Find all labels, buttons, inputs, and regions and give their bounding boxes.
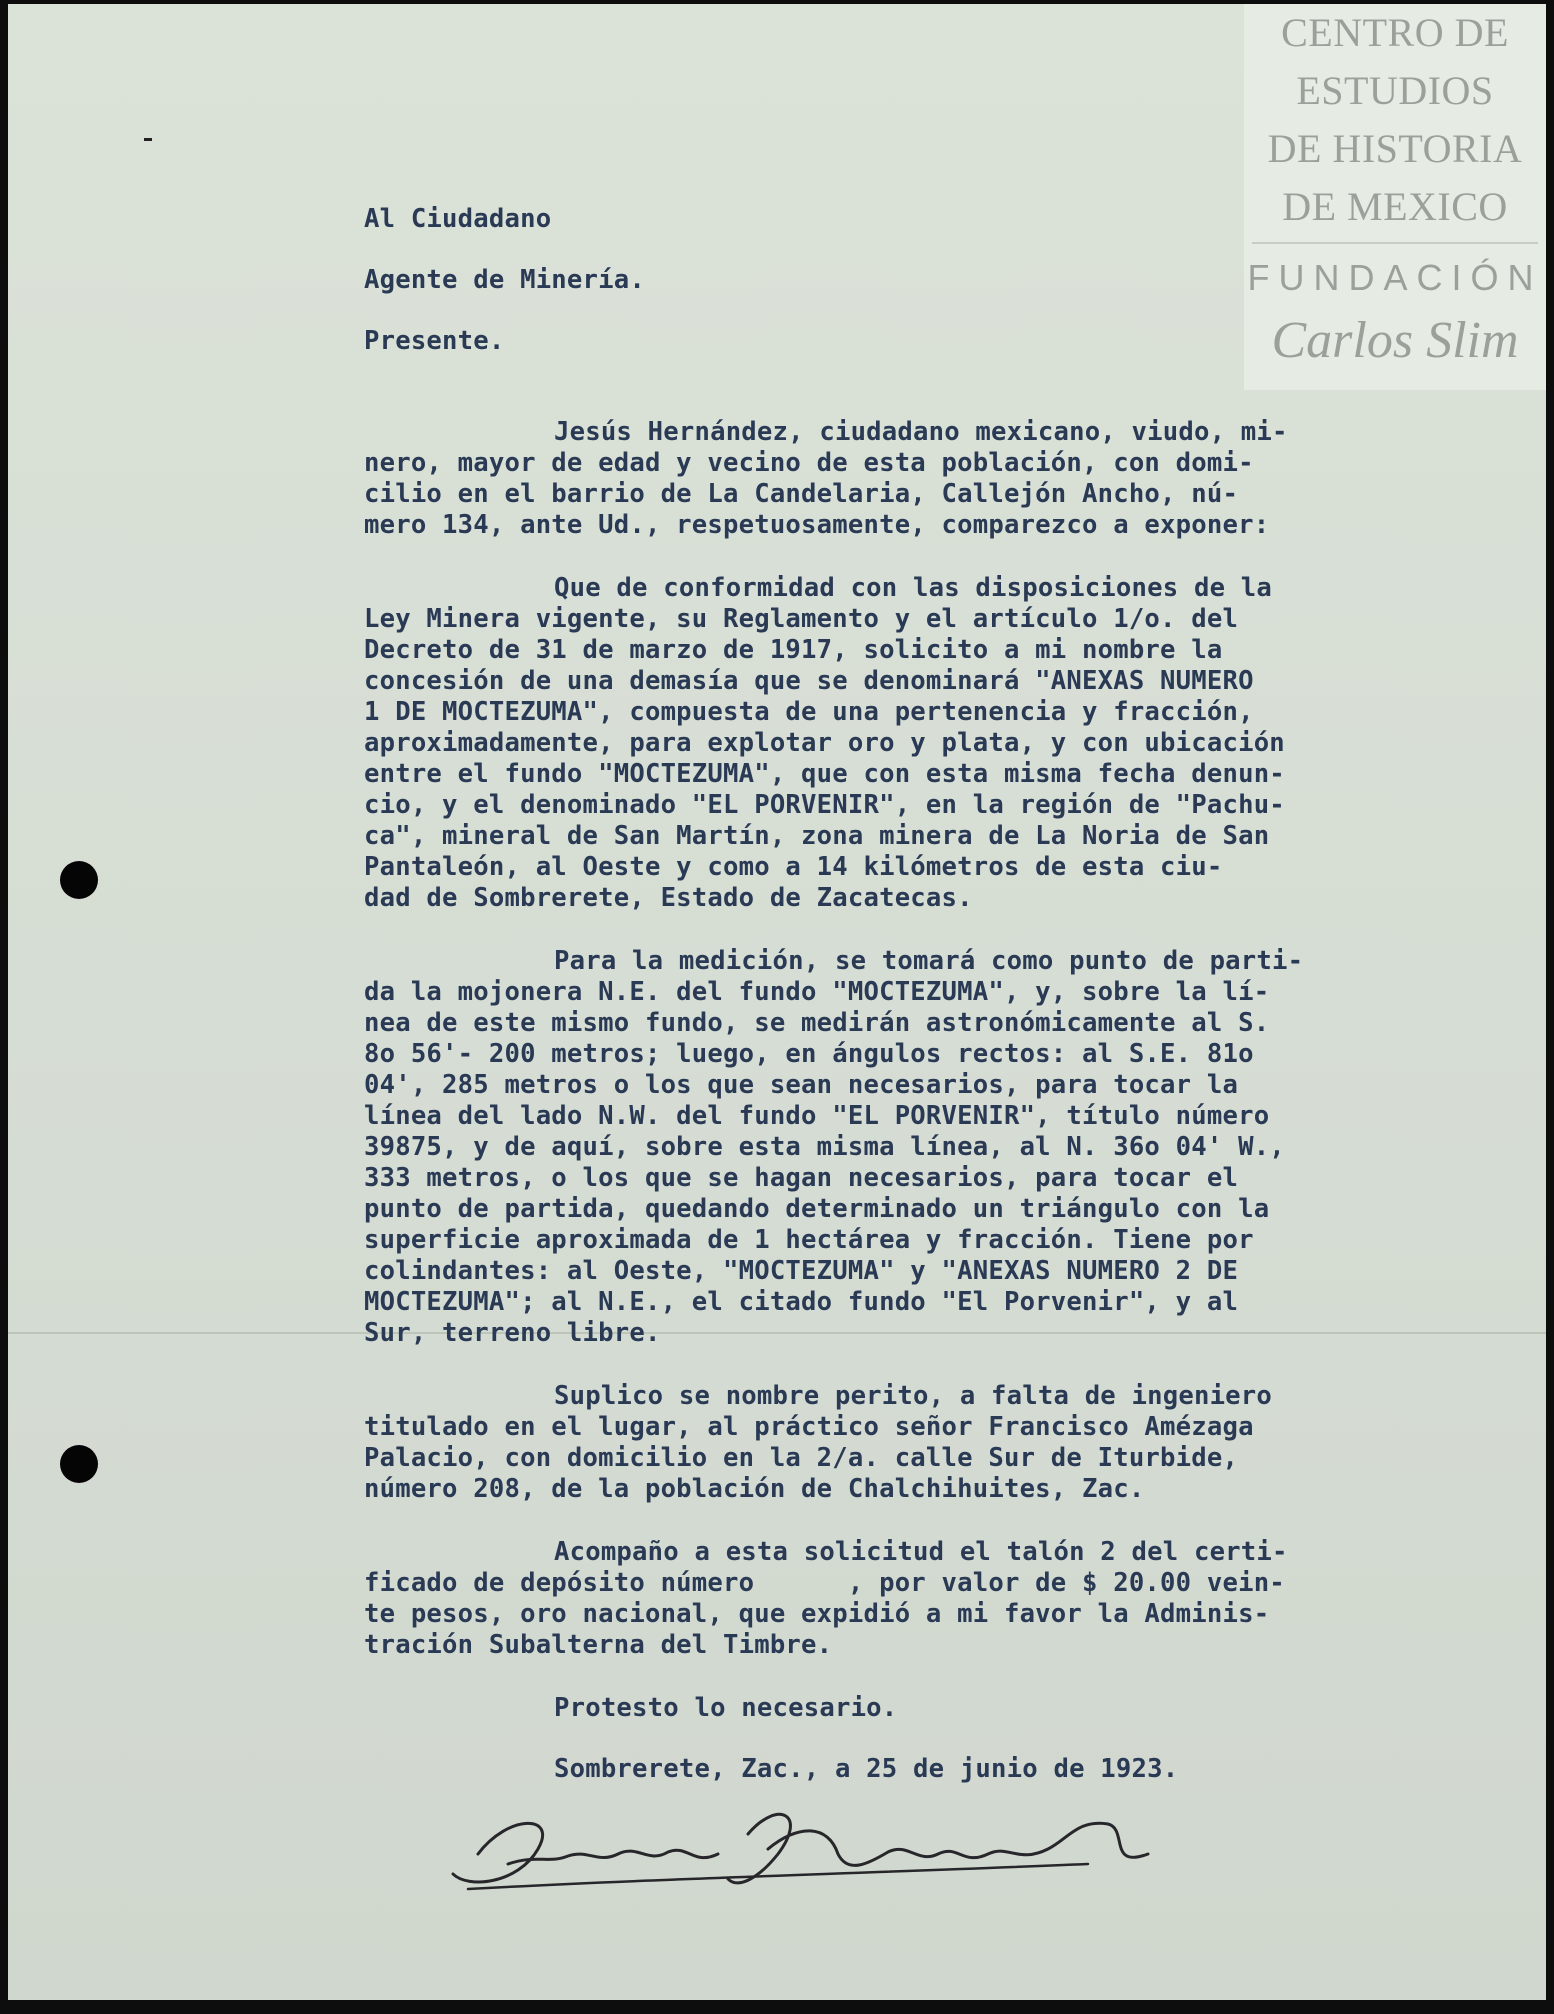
text-line: Decreto de 31 de marzo de 1917, solicito a mi nombre la — [364, 635, 1223, 665]
watermark-line: DE HISTORIA — [1267, 126, 1523, 171]
text-line: Que de conformidad con las disposiciones de la — [554, 573, 1273, 603]
text-line: Para la medición, se tomará como punto de parti- — [554, 946, 1304, 976]
text-line: línea del lado N.W. del fundo "EL PORVENIR", título número — [364, 1101, 1270, 1131]
text-line: nea de este mismo fundo, se medirán astronómicamente al S. — [364, 1008, 1270, 1038]
text-line: número 208, de la población de Chalchihuites, Zac. — [364, 1474, 1145, 1504]
text-line: Ley Minera vigente, su Reglamento y el artículo 1/o. del — [364, 604, 1239, 634]
text-line: 39875, y de aquí, sobre esta misma línea, al N. 36o 04' W., — [364, 1132, 1285, 1162]
watermark-line: CENTRO DE — [1281, 10, 1509, 55]
text-line: da la mojonera N.E. del fundo "MOCTEZUMA", y, sobre la lí- — [364, 977, 1270, 1007]
document-page — [8, 4, 1546, 2000]
text-line: cilio en el barrio de La Candelaria, Callejón Ancho, nú- — [364, 479, 1239, 509]
watermark-line: DE MEXICO — [1282, 184, 1508, 229]
text-line: Pantaleón, al Oeste y como a 14 kilómetros de esta ciu- — [364, 852, 1223, 882]
text-line: titulado en el lugar, al práctico señor Francisco Amézaga — [364, 1412, 1254, 1442]
text-line: mero 134, ante Ud., respetuosamente, comparezco a exponer: — [364, 510, 1270, 540]
text-line: ca", mineral de San Martín, zona minera de La Noria de San — [364, 821, 1270, 851]
paragraph-intro — [364, 417, 1494, 541]
text-line: cio, y el denominado "EL PORVENIR", en la región de "Pachu- — [364, 790, 1285, 820]
text-line: punto de partida, quedando determinado un triángulo con la — [364, 1194, 1270, 1224]
text-line: Palacio, con domicilio en la 2/a. calle Sur de Iturbide, — [364, 1443, 1239, 1473]
text-line: Suplico se nombre perito, a falta de ingeniero — [554, 1381, 1273, 1411]
text-line: superficie aproximada de 1 hectárea y fracción. Tiene por — [364, 1225, 1254, 1255]
text-line: 333 metros, o los que se hagan necesarios, para tocar el — [364, 1163, 1239, 1193]
text-line: MOCTEZUMA"; al N.E., el citado fundo "El Porvenir", y al — [364, 1287, 1239, 1317]
paragraph-measurement — [364, 946, 1494, 1349]
text-line: concesión de una demasía que se denominará "ANEXAS NUMERO — [364, 666, 1254, 696]
ink-mark — [144, 138, 152, 141]
text-line: nero, mayor de edad y vecino de esta población, con domi- — [364, 448, 1254, 478]
letter-body — [364, 204, 1494, 1785]
watermark-foundation: FUNDACIÓN — [1247, 257, 1543, 298]
salutation-line: Presente. — [364, 326, 505, 356]
punch-hole — [60, 861, 98, 899]
text-line: Sur, terreno libre. — [364, 1318, 661, 1348]
text-line: colindantes: al Oeste, "MOCTEZUMA" y "ANEXAS NUMERO 2 DE — [364, 1256, 1239, 1286]
salutation-line: Al Ciudadano — [364, 204, 552, 234]
text-line: aproximadamente, para explotar oro y plata, y con ubicación — [364, 728, 1285, 758]
watermark-signature: Carlos Slim — [1271, 312, 1519, 369]
closing-line: Protesto lo necesario. — [554, 1693, 898, 1723]
handwritten-signature — [448, 1794, 1228, 1904]
paragraph-request — [364, 573, 1494, 914]
text-line: ficado de depósito número , por valor de $ 20.00 vein- — [364, 1568, 1285, 1598]
paragraph-expert — [364, 1381, 1494, 1505]
text-line: dad de Sombrerete, Estado de Zacatecas. — [364, 883, 973, 913]
text-line: te pesos, oro nacional, que expidió a mi favor la Adminis- — [364, 1599, 1270, 1629]
punch-hole — [60, 1445, 98, 1483]
text-line: entre el fundo "MOCTEZUMA", que con esta misma fecha denun- — [364, 759, 1285, 789]
text-line: 04', 285 metros o los que sean necesarios, para tocar la — [364, 1070, 1239, 1100]
text-line: tración Subalterna del Timbre. — [364, 1630, 833, 1660]
salutation-line: Agente de Minería. — [364, 265, 645, 295]
text-line: 8o 56'- 200 metros; luego, en ángulos rectos: al S.E. 81o — [364, 1039, 1254, 1069]
place-date-line: Sombrerete, Zac., a 25 de junio de 1923. — [554, 1754, 1179, 1784]
text-line: Acompaño a esta solicitud el talón 2 del certi- — [554, 1537, 1288, 1567]
text-line: 1 DE MOCTEZUMA", compuesta de una pertenencia y fracción, — [364, 697, 1254, 727]
text-line: Jesús Hernández, ciudadano mexicano, viudo, mi- — [554, 417, 1288, 447]
paragraph-deposit — [364, 1537, 1494, 1661]
watermark-line: ESTUDIOS — [1296, 68, 1494, 113]
